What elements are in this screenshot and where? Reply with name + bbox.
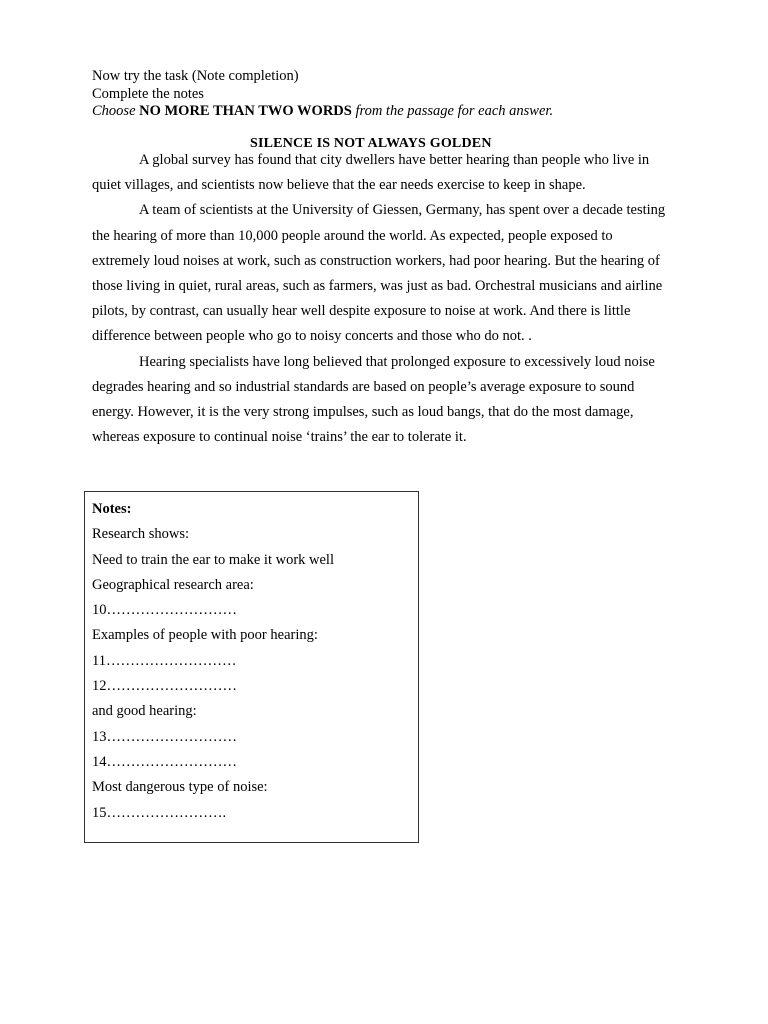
instruction-prefix: Choose (92, 103, 140, 119)
notes-content (92, 497, 334, 826)
passage-paragraph: A team of scientists at the University of Giessen, Germany, has spent over a decade testing the hearing of more than 10,000 people around the world. As expected, people exposed to extremely loud noises at work, such as construction workers, had poor hearing. But the hearing of those living in quiet, rural areas, such as farmers, was just as bad. Orchestral musicians and airline pilots, by contrast, can usually hear well despite exposure to noise at work. And there is little difference between people who go to noisy concerts and those who do not. . (92, 202, 666, 345)
answer-blank-11: 11……………………… (92, 652, 237, 669)
notes-line: Research shows: (92, 526, 190, 543)
passage-title: SILENCE IS NOT ALWAYS GOLDEN (250, 136, 492, 151)
answer-blank-14: 14……………………… (92, 753, 237, 770)
instruction-emphasis: NO MORE THAN TWO WORDS (139, 103, 352, 119)
passage-body (92, 148, 672, 450)
notes-line: Geographical research area: (92, 576, 254, 593)
notes-line: Need to train the ear to make it work well (92, 551, 334, 568)
instruction-suffix: from the passage for each answer. (351, 103, 554, 119)
word-limit-instruction (92, 103, 553, 120)
answer-blank-15: 15……………………. (92, 804, 227, 821)
notes-line: and good hearing: (92, 703, 197, 720)
answer-blank-10: 10……………………… (92, 602, 237, 619)
notes-line: Examples of people with poor hearing: (92, 627, 318, 644)
answer-blank-12: 12……………………… (92, 678, 237, 695)
notes-box (84, 491, 419, 843)
task-instruction: Now try the task (Note completion) (92, 68, 299, 84)
passage-paragraph: A global survey has found that city dwellers have better hearing than people who live in quiet villages, and scientists now believe that the ear needs exercise to keep in shape. (92, 152, 650, 194)
notes-line: Most dangerous type of noise: (92, 779, 268, 796)
passage-paragraph: Hearing specialists have long believed that prolonged exposure to excessively loud noise degrades hearing and so industrial standards are based on people’s average exposure to sound energy. However, it is the very strong impulses, such as loud bangs, that do the most damage, whereas exposure to continual noise ‘trains’ the ear to tolerate it. (92, 353, 655, 446)
answer-blank-13: 13……………………… (92, 728, 237, 745)
task-subinstruction: Complete the notes (92, 86, 204, 102)
notes-heading: Notes: (92, 501, 132, 517)
